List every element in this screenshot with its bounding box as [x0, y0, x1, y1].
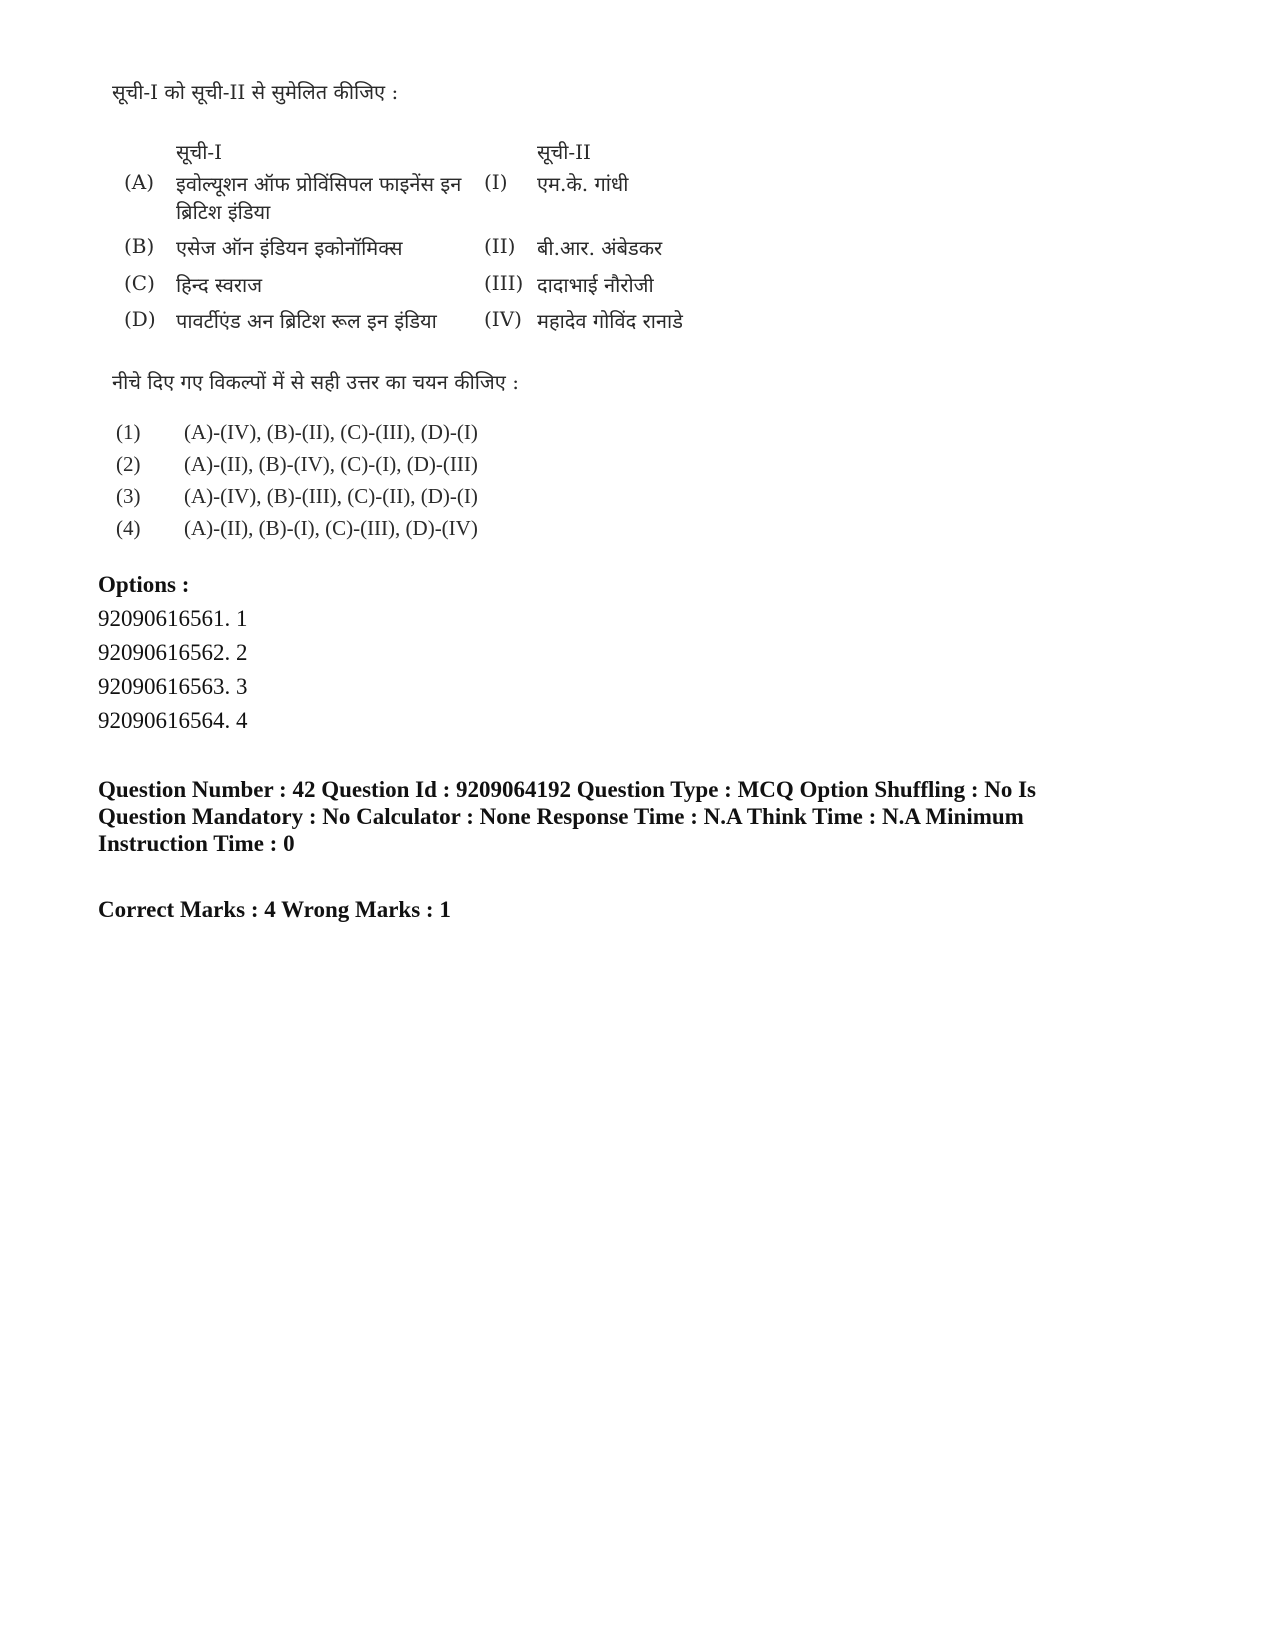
list-2-heading: सूची-II [537, 140, 591, 164]
options-block [98, 568, 248, 738]
option-item: 92090616561. 1 [98, 606, 248, 631]
row-item: इवोल्यूशन ऑफ प्रोविंसिपल फाइनेंस इन ब्रिटिश इंडिया [176, 172, 462, 224]
row-letter: (D) [124, 307, 156, 331]
choose-instruction: नीचे दिए गए विकल्पों में से सही उत्तर का चयन कीजिए : [112, 370, 519, 394]
list-1-heading: सूची-I [176, 140, 223, 164]
row-person: महादेव गोविंद रानाडे [537, 309, 683, 333]
row-item: एसेज ऑन इंडियन इकोनॉमिक्स [176, 236, 403, 260]
row-item: पावर्टीएंड अन ब्रिटिश रूल इन इंडिया [176, 309, 437, 333]
choice-number: (4) [116, 516, 141, 540]
row-roman: (IV) [484, 307, 522, 331]
choice-number: (2) [116, 452, 141, 476]
row-roman: (II) [484, 234, 516, 258]
row-roman: (I) [484, 170, 508, 194]
choice-number: (3) [116, 484, 141, 508]
option-item: 92090616564. 4 [98, 708, 248, 733]
row-person: एम.के. गांधी [537, 172, 629, 196]
row-letter: (A) [124, 170, 155, 194]
question-meta: Question Number : 42 Question Id : 9209064192 Question Type : MCQ Option Shuffling : No Is Question Mandatory : No Calculator : None Response Time : N.A Think Time : N.A Minimum Instruction Time : 0 [98, 777, 1037, 856]
row-item: हिन्द स्वराज [176, 273, 263, 297]
choice-number: (1) [116, 420, 141, 444]
row-person: बी.आर. अंबेडकर [537, 236, 663, 260]
match-instruction: सूची-I को सूची-II से सुमेलित कीजिए : [112, 80, 399, 104]
choice-combination: (A)-(IV), (B)-(II), (C)-(III), (D)-(I) [184, 420, 478, 444]
row-letter: (B) [124, 234, 155, 258]
choice-combination: (A)-(IV), (B)-(III), (C)-(II), (D)-(I) [184, 484, 478, 508]
row-letter: (C) [124, 271, 155, 295]
row-person: दादाभाई नौरोजी [537, 273, 654, 297]
option-item: 92090616562. 2 [98, 640, 248, 665]
question-marks: Correct Marks : 4 Wrong Marks : 1 [98, 897, 451, 922]
choice-combination: (A)-(II), (B)-(I), (C)-(III), (D)-(IV) [184, 516, 478, 540]
choice-combination: (A)-(II), (B)-(IV), (C)-(I), (D)-(III) [184, 452, 478, 476]
option-item: 92090616563. 3 [98, 674, 248, 699]
row-roman: (III) [484, 271, 524, 295]
options-title: Options : [98, 572, 190, 597]
